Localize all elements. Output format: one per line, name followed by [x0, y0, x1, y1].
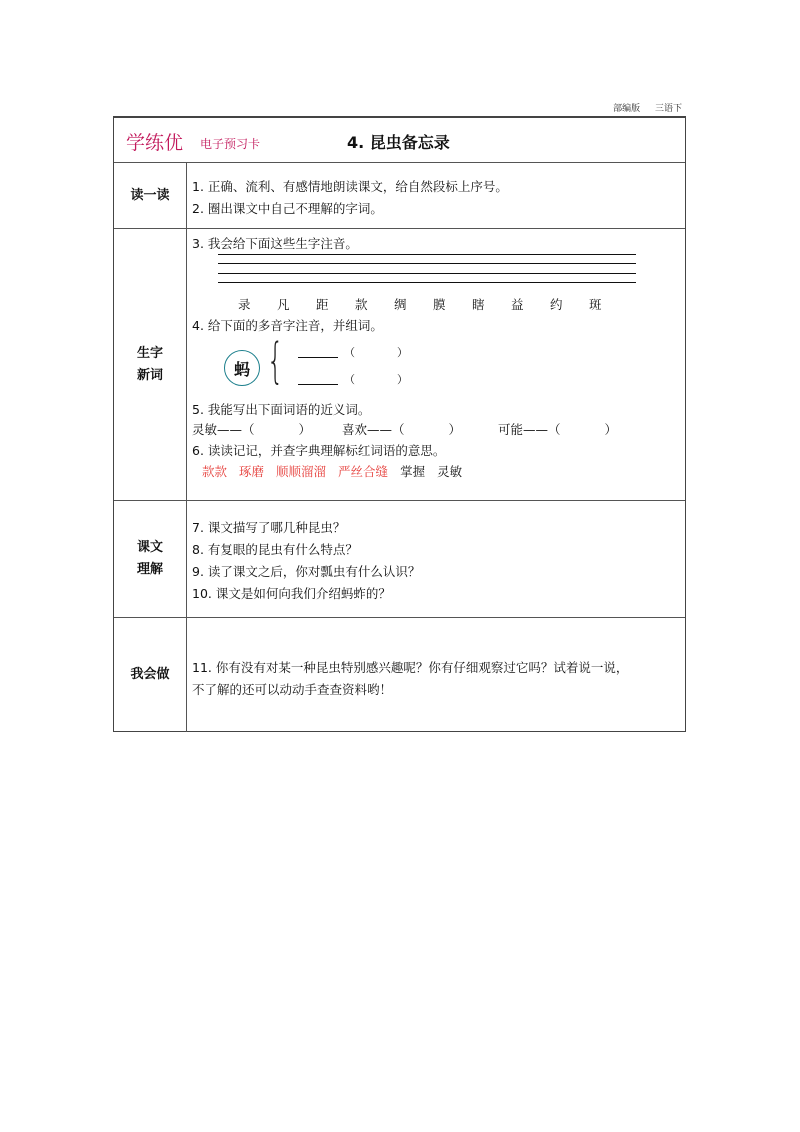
vocab-content [192, 229, 679, 500]
do-content [192, 618, 679, 732]
section-label-do: 我会做 [114, 618, 187, 732]
char-item: 益 [511, 297, 524, 312]
char-item: 瞎 [472, 297, 485, 312]
understand-content [192, 501, 679, 617]
question-10: 10. 课文是如何向我们介绍蚂蚱的？ [192, 586, 391, 601]
char-item: 膜 [433, 297, 446, 312]
red-word: 顺顺溜溜 [276, 464, 327, 479]
grade-label: 三语下 [654, 104, 682, 114]
section-do [114, 618, 685, 732]
edition-info [613, 101, 682, 114]
synonym-word: 可能——（ [498, 422, 561, 437]
paren-open: （ [344, 373, 355, 386]
section-vocab [114, 229, 685, 501]
synonym-item [192, 420, 311, 438]
question-8: 8. 有复眼的昆虫有什么特点？ [192, 542, 358, 557]
pinyin-line[interactable] [218, 263, 636, 264]
read-item-2: 2. 圈出课文中自己不理解的字词。 [192, 201, 383, 216]
vocab-word: 灵敏 [437, 464, 463, 479]
question-3: 3. 我会给下面这些生字注音。 [192, 236, 358, 251]
paren-close: ） [397, 346, 408, 359]
polyphone-circle [224, 350, 260, 386]
synonym-close: ） [298, 422, 312, 437]
vocab-label-line1: 生字 [136, 345, 163, 361]
brand-title: 学练优 [126, 132, 184, 154]
synonym-word: 灵敏——（ [192, 422, 255, 437]
paren-close: ） [397, 373, 408, 386]
brace-icon: { [266, 333, 284, 389]
polyphone-char: 蚂 [233, 359, 250, 379]
char-item: 约 [550, 297, 563, 312]
understand-label-line1: 课文 [136, 540, 163, 555]
question-7: 7. 课文描写了哪几种昆虫？ [192, 520, 346, 535]
question-9: 9. 读了课文之后，你对瓢虫有什么认识？ [192, 564, 421, 579]
card-header [114, 118, 685, 163]
char-item: 斑 [589, 297, 602, 312]
synonym-item [498, 420, 617, 438]
paren-open: （ [344, 346, 355, 359]
lesson-title: 4. 昆虫备忘录 [347, 133, 450, 152]
question-11: 11. 你有没有对某一种昆虫特别感兴趣呢？你有仔细观察过它吗？试着说一说， [192, 660, 629, 675]
section-read [114, 163, 685, 229]
vocab-word: 掌握 [400, 464, 426, 479]
char-item: 绸 [394, 297, 407, 312]
synonym-word: 喜欢——（ [342, 422, 405, 437]
synonym-close: ） [604, 422, 618, 437]
section-label-vocab [114, 229, 187, 500]
red-word: 款款 [202, 464, 228, 479]
question-6: 6. 读读记记，并查字典理解标红词语的意思。 [192, 443, 446, 458]
char-item: 距 [316, 297, 329, 312]
red-word: 琢磨 [239, 464, 265, 479]
read-content [192, 163, 679, 228]
question-11-cont: 不了解的还可以动动手查查资料哟！ [192, 682, 393, 697]
pinyin-blank-1[interactable] [298, 357, 338, 358]
vocab-words [202, 462, 474, 480]
new-characters [238, 295, 628, 313]
red-word: 严丝合缝 [338, 464, 389, 479]
pinyin-blank-2[interactable] [298, 384, 338, 385]
section-label-understand [114, 501, 187, 617]
publisher-label: 部编版 [613, 104, 641, 114]
char-item: 款 [355, 297, 368, 312]
char-item: 录 [238, 297, 251, 312]
synonym-item [342, 420, 461, 438]
pinyin-line[interactable] [218, 282, 636, 283]
understand-label-line2: 理解 [136, 562, 163, 577]
section-understand [114, 501, 685, 618]
pinyin-line[interactable] [218, 254, 636, 255]
question-5: 5. 我能写出下面词语的近义词。 [192, 402, 371, 417]
synonym-close: ） [448, 422, 462, 437]
preview-card [113, 116, 686, 732]
vocab-label-line2: 新词 [136, 367, 163, 383]
char-item: 凡 [277, 297, 290, 312]
question-4: 4. 给下面的多音字注音，并组词。 [192, 318, 383, 333]
read-item-1: 1. 正确、流利、有感情地朗读课文，给自然段标上序号。 [192, 179, 508, 194]
section-label-read: 读一读 [114, 163, 187, 228]
card-subtitle: 电子预习卡 [200, 137, 261, 151]
pinyin-line[interactable] [218, 273, 636, 274]
